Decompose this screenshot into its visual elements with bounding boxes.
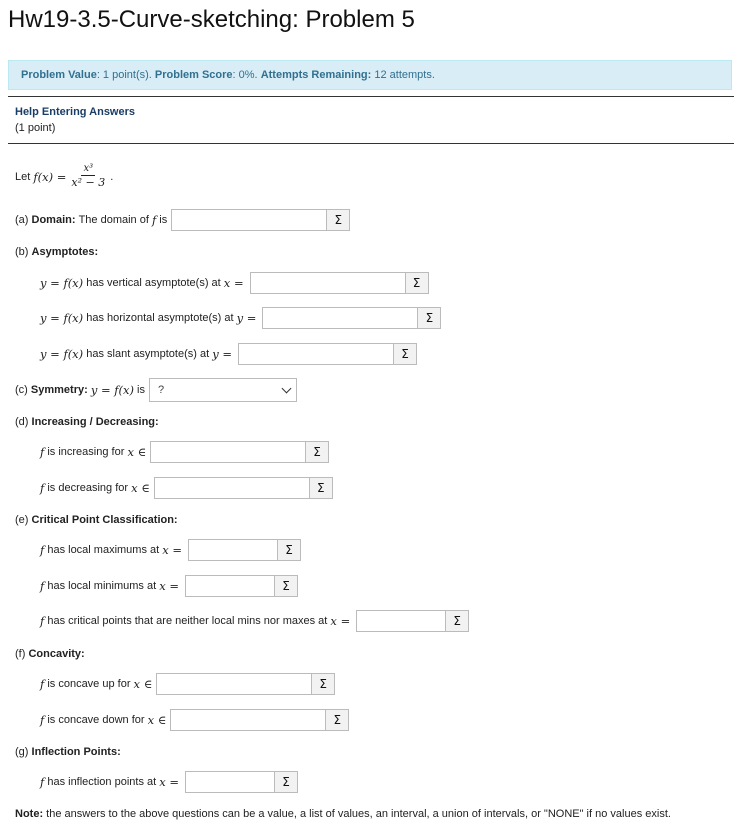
horizontal-math: y = f(x): [40, 311, 84, 325]
page-title: Hw19-3.5-Curve-sketching: Problem 5: [8, 6, 415, 33]
horizontal-answer: [262, 307, 441, 329]
local-min-answer: [185, 575, 298, 597]
vertical-asymptote-input[interactable]: [251, 273, 405, 293]
inflection-answer: [185, 771, 298, 793]
vertical-answer: [250, 272, 429, 294]
slant-text: has slant asymptote(s) at: [86, 348, 210, 360]
concave-down-var: x ∈: [147, 713, 167, 727]
part-f-label: Concavity:: [28, 648, 85, 660]
slant-asymptote-input[interactable]: [239, 344, 393, 364]
note: [15, 808, 671, 820]
neither-var: x =: [330, 614, 351, 628]
part-g-prefix: (g): [15, 746, 29, 758]
inflection-input[interactable]: [186, 772, 274, 792]
concave-down-f: f: [40, 713, 45, 727]
note-text: the answers to the above questions can be a value, a list of values, an interval, a union of intervals, or "NONE" if no values exist.: [46, 808, 671, 820]
horizontal-equation-editor-button[interactable]: Σ: [417, 308, 440, 328]
let-text: Let: [15, 170, 31, 183]
fraction-numerator: x³: [83, 163, 94, 174]
local-min-f: f: [40, 579, 45, 593]
vertical-equation-editor-button[interactable]: Σ: [405, 273, 428, 293]
neither-answer: [356, 610, 469, 632]
decreasing-row: [40, 477, 333, 499]
local-max-answer: [188, 539, 301, 561]
local-min-input[interactable]: [186, 576, 274, 596]
help-entering-answers-link[interactable]: Help Entering Answers: [15, 106, 136, 118]
local-min-equation-editor-button[interactable]: Σ: [274, 576, 297, 596]
vertical-var: x =: [223, 276, 244, 290]
part-a-row: [15, 209, 350, 231]
inflection-var: x =: [159, 775, 180, 789]
horizontal-asymptote-input[interactable]: [263, 308, 417, 328]
local-max-equation-editor-button[interactable]: Σ: [277, 540, 300, 560]
decreasing-var: x ∈: [131, 481, 150, 495]
horizontal-text: has horizontal asymptote(s) at: [86, 312, 234, 324]
concave-down-equation-editor-button[interactable]: Σ: [325, 710, 348, 730]
slant-asymptote-row: [40, 343, 417, 365]
neither-text: has critical points that are neither local mins nor maxes at: [47, 615, 328, 627]
part-b-label: Asymptotes:: [31, 246, 99, 258]
part-c-label: Symmetry:: [30, 384, 88, 396]
concave-up-equation-editor-button[interactable]: Σ: [311, 674, 334, 694]
slant-math: y = f(x): [40, 347, 84, 361]
horizontal-var: y =: [236, 311, 257, 325]
part-c-row: [15, 378, 297, 402]
part-c-math: y = f(x): [90, 383, 134, 397]
part-g-label: Inflection Points:: [31, 746, 121, 758]
increasing-f: f: [40, 445, 45, 459]
problem-score-text: : 0%.: [232, 69, 258, 81]
function-fraction: [69, 163, 107, 190]
vertical-asymptote-row: [40, 272, 429, 294]
part-c-is: is: [137, 384, 145, 396]
concave-up-input[interactable]: [157, 674, 311, 694]
concave-up-f: f: [40, 677, 45, 691]
neither-equation-editor-button[interactable]: Σ: [445, 611, 468, 631]
neither-input[interactable]: [357, 611, 445, 631]
increasing-equation-editor-button[interactable]: Σ: [305, 442, 328, 462]
function-lhs: f(x) =: [33, 169, 67, 184]
concave-up-text: is concave up for: [47, 678, 131, 690]
concave-up-row: [40, 673, 335, 695]
divider-top: [8, 96, 734, 97]
concave-down-text: is concave down for: [47, 714, 145, 726]
domain-input[interactable]: [172, 210, 326, 230]
local-max-text: has local maximums at: [47, 544, 160, 556]
attempts-label: Attempts Remaining:: [260, 69, 372, 81]
increasing-var: x ∈: [127, 445, 147, 459]
part-d-prefix: (d): [15, 416, 29, 428]
vertical-math: y = f(x): [40, 276, 84, 290]
vertical-text: has vertical asymptote(s) at: [86, 277, 221, 289]
note-label: Note:: [15, 808, 44, 820]
concave-up-answer: [156, 673, 335, 695]
problem-value-text: : 1 point(s).: [96, 69, 152, 81]
divider-bottom: [8, 143, 734, 144]
problem-value-label: Problem Value: [21, 69, 97, 81]
inflection-text: has inflection points at: [47, 776, 157, 788]
part-g-header: [15, 746, 121, 758]
attempts-text: 12 attempts.: [374, 69, 435, 81]
fraction-denominator: x² − 3: [71, 176, 106, 189]
increasing-input[interactable]: [151, 442, 305, 462]
part-a-is: is: [159, 214, 168, 226]
problem-points: (1 point): [15, 122, 56, 134]
domain-equation-editor-button[interactable]: Σ: [326, 210, 349, 230]
increasing-row: [40, 441, 329, 463]
local-min-var: x =: [159, 579, 179, 593]
increasing-text: is increasing for: [47, 446, 125, 458]
part-e-label: Critical Point Classification:: [31, 514, 178, 526]
part-b-header: [15, 246, 98, 258]
part-d-header: [15, 416, 159, 428]
concave-down-input[interactable]: [171, 710, 325, 730]
local-min-row: [40, 575, 298, 597]
part-a-label: Domain:: [31, 214, 76, 226]
slant-answer: [238, 343, 417, 365]
neither-row: [40, 610, 469, 632]
part-a-prefix: (a): [15, 214, 29, 226]
local-max-f: f: [40, 543, 45, 557]
part-e-header: [15, 514, 178, 526]
problem-statement: Let f(x) = $\frac{\text{x³}}{\text{x² − 3}}$ .: [15, 163, 114, 189]
problem-info-bar: [8, 60, 732, 90]
decreasing-input[interactable]: [155, 478, 309, 498]
concave-down-answer: [170, 709, 349, 731]
decreasing-text: is decreasing for: [47, 482, 129, 494]
inflection-f: f: [40, 775, 45, 789]
local-max-row: [40, 539, 301, 561]
decreasing-f: f: [40, 481, 45, 495]
horizontal-asymptote-row: [40, 307, 441, 329]
local-max-input[interactable]: [189, 540, 277, 560]
slant-var: y =: [212, 347, 232, 361]
problem-score-label: Problem Score: [154, 69, 233, 81]
concave-up-var: x ∈: [133, 677, 153, 691]
inflection-equation-editor-button[interactable]: Σ: [274, 772, 297, 792]
increasing-answer: [150, 441, 329, 463]
domain-answer: [171, 209, 350, 231]
part-f-header: [15, 648, 85, 660]
part-a-f: f: [151, 213, 157, 227]
symmetry-selected: ?: [158, 384, 165, 396]
part-f-prefix: (f): [15, 648, 26, 660]
local-max-var: x =: [162, 543, 183, 557]
part-d-label: Increasing / Decreasing:: [31, 416, 159, 428]
neither-f: f: [40, 614, 45, 628]
part-e-prefix: (e): [15, 514, 29, 526]
inflection-row: [40, 771, 298, 793]
chevron-down-icon: [282, 384, 292, 394]
local-min-text: has local minimums at: [47, 580, 157, 592]
concave-down-row: [40, 709, 349, 731]
symmetry-select[interactable]: [149, 378, 297, 402]
part-c-prefix: (c): [15, 384, 28, 396]
part-b-prefix: (b): [15, 246, 29, 258]
part-a-text: The domain of: [78, 214, 149, 226]
decreasing-equation-editor-button[interactable]: Σ: [309, 478, 332, 498]
slant-equation-editor-button[interactable]: Σ: [393, 344, 416, 364]
decreasing-answer: [154, 477, 333, 499]
